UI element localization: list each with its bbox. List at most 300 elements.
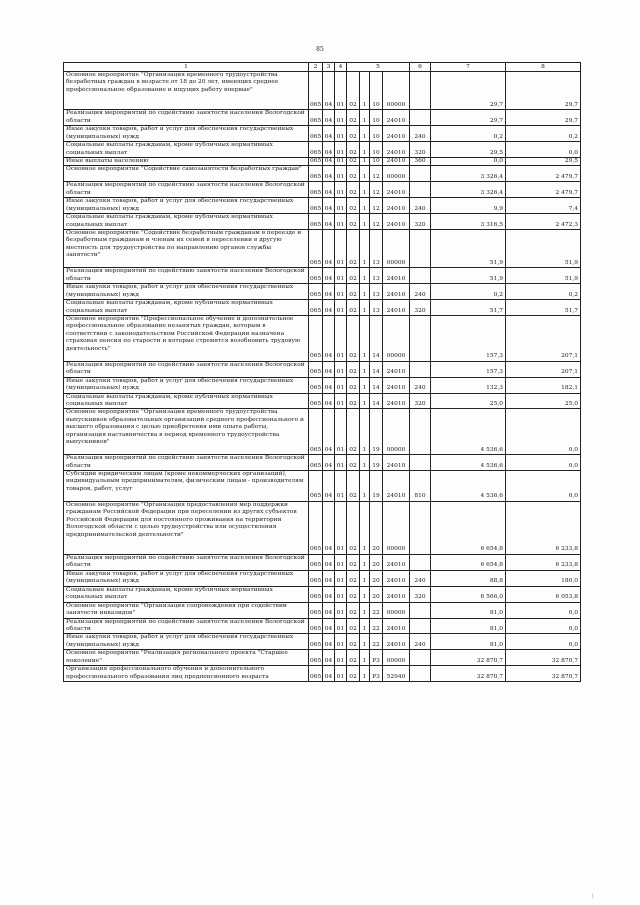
direction-code-cell: 24010	[383, 182, 410, 198]
expense-type-cell	[410, 361, 431, 377]
program-code-cell: 02	[347, 214, 360, 230]
table-row	[64, 602, 581, 618]
row-name-cell: Социальные выплаты гражданам, кроме публичных нормативных социальных выплат	[64, 300, 309, 316]
direction-code-cell: 00000	[383, 166, 410, 182]
ministry-code-cell: 065	[309, 182, 323, 198]
subsection-code-cell: 01	[335, 198, 347, 214]
expense-type-cell	[410, 666, 431, 682]
expense-type-cell: 320	[410, 300, 431, 316]
table-row	[64, 182, 581, 198]
event-code-cell: P3	[370, 666, 383, 682]
amount-year1-cell: 29,5	[431, 142, 506, 158]
event-code-cell: 20	[370, 586, 383, 602]
section-code-cell: 04	[323, 284, 335, 300]
amount-year2-cell: 0,0	[506, 602, 581, 618]
direction-code-cell: 00000	[383, 316, 410, 362]
ministry-code-cell: 065	[309, 377, 323, 393]
amount-year1-cell: 51,9	[431, 268, 506, 284]
direction-code-cell: 24010	[383, 268, 410, 284]
program-code-cell: 02	[347, 650, 360, 666]
program-code-cell: 02	[347, 284, 360, 300]
row-name-cell: Иные выплаты населению	[64, 157, 309, 165]
subsection-code-cell: 01	[335, 230, 347, 268]
section-code-cell: 04	[323, 602, 335, 618]
subprogram-code-cell: 1	[360, 284, 370, 300]
event-code-cell: 22	[370, 618, 383, 634]
event-code-cell: 19	[370, 409, 383, 455]
direction-code-cell: 00000	[383, 501, 410, 554]
header-cell: 1	[64, 63, 309, 72]
section-code-cell: 04	[323, 455, 335, 471]
event-code-cell: 20	[370, 570, 383, 586]
amount-year2-cell: 29,7	[506, 72, 581, 110]
header-cell: 8	[506, 63, 581, 72]
header-cell: 2	[309, 63, 323, 72]
row-name-cell: Основное мероприятие "Организация предоставления мер поддержки гражданам Российской Федерации при переселении из других субъектов Российской Федерации для постоянного проживания на территории Вологодской области с целью трудоустройства или осуществления предпринимательской деятельности"	[64, 501, 309, 554]
ministry-code-cell: 065	[309, 471, 323, 502]
ministry-code-cell: 065	[309, 393, 323, 409]
subsection-code-cell: 01	[335, 602, 347, 618]
amount-year1-cell: 25,0	[431, 393, 506, 409]
event-code-cell: 10	[370, 142, 383, 158]
event-code-cell: 12	[370, 166, 383, 182]
direction-code-cell: 24010	[383, 361, 410, 377]
program-code-cell: 02	[347, 230, 360, 268]
subsection-code-cell: 01	[335, 361, 347, 377]
event-code-cell: 10	[370, 110, 383, 126]
table-row	[64, 214, 581, 230]
subprogram-code-cell: 1	[360, 361, 370, 377]
direction-code-cell: 24010	[383, 586, 410, 602]
ministry-code-cell: 065	[309, 166, 323, 182]
section-code-cell: 04	[323, 650, 335, 666]
amount-year2-cell: 0,0	[506, 409, 581, 455]
amount-year1-cell: 9,9	[431, 198, 506, 214]
table-row	[64, 471, 581, 502]
table-row	[64, 126, 581, 142]
amount-year2-cell: 6 053,8	[506, 586, 581, 602]
ministry-code-cell: 065	[309, 268, 323, 284]
header-cell: 7	[431, 63, 506, 72]
direction-code-cell: 24010	[383, 300, 410, 316]
program-code-cell: 02	[347, 393, 360, 409]
scan-mark: |	[592, 893, 594, 899]
table-row	[64, 501, 581, 554]
table-row	[64, 455, 581, 471]
direction-code-cell: 00000	[383, 650, 410, 666]
subprogram-code-cell: 1	[360, 455, 370, 471]
row-name-cell: Реализация мероприятий по содействию занятости населения Вологодской области	[64, 618, 309, 634]
table-row	[64, 72, 581, 110]
program-code-cell: 02	[347, 455, 360, 471]
ministry-code-cell: 065	[309, 409, 323, 455]
subsection-code-cell: 01	[335, 586, 347, 602]
event-code-cell: 12	[370, 214, 383, 230]
row-name-cell: Основное мероприятие "Организация временного трудоустройства выпускников образовательных организаций среднего профессионального и высшего образования с целью приобретения ими опыта работы, организация наставничества в период временного трудоустройства выпускников"	[64, 409, 309, 455]
expense-type-cell: 240	[410, 284, 431, 300]
row-name-cell: Основное мероприятие "Организация временного трудоустройства безработных граждан в возрасте от 18 до 20 лет, имеющих среднее профессиональное образование и ищущих работу впервые"	[64, 72, 309, 110]
amount-year2-cell: 51,9	[506, 268, 581, 284]
table-row	[64, 554, 581, 570]
program-code-cell: 02	[347, 618, 360, 634]
ministry-code-cell: 065	[309, 634, 323, 650]
subsection-code-cell: 01	[335, 72, 347, 110]
row-name-cell: Иные закупки товаров, работ и услуг для обеспечения государственных (муниципальных) нужд	[64, 284, 309, 300]
row-name-cell: Социальные выплаты гражданам, кроме публичных нормативных социальных выплат	[64, 586, 309, 602]
expense-type-cell: 320	[410, 142, 431, 158]
table-row	[64, 377, 581, 393]
page-number: 85	[316, 46, 324, 53]
ministry-code-cell: 065	[309, 666, 323, 682]
amount-year2-cell: 2 479,7	[506, 182, 581, 198]
event-code-cell: 14	[370, 393, 383, 409]
table-row	[64, 268, 581, 284]
row-name-cell: Реализация мероприятий по содействию занятости населения Вологодской области	[64, 268, 309, 284]
program-code-cell: 02	[347, 634, 360, 650]
section-code-cell: 04	[323, 166, 335, 182]
table-row	[64, 142, 581, 158]
subprogram-code-cell: 1	[360, 316, 370, 362]
subprogram-code-cell: 1	[360, 666, 370, 682]
expense-type-cell	[410, 618, 431, 634]
table-row	[64, 110, 581, 126]
expense-type-cell	[410, 409, 431, 455]
amount-year1-cell: 51,7	[431, 300, 506, 316]
budget-table	[63, 62, 581, 682]
section-code-cell: 04	[323, 110, 335, 126]
section-code-cell: 04	[323, 316, 335, 362]
direction-code-cell: 24010	[383, 634, 410, 650]
event-code-cell: 13	[370, 284, 383, 300]
row-name-cell: Социальные выплаты гражданам, кроме публичных нормативных социальных выплат	[64, 393, 309, 409]
program-code-cell: 02	[347, 157, 360, 165]
amount-year1-cell: 51,9	[431, 230, 506, 268]
event-code-cell: 19	[370, 471, 383, 502]
subprogram-code-cell: 1	[360, 554, 370, 570]
program-code-cell: 02	[347, 268, 360, 284]
ministry-code-cell: 065	[309, 455, 323, 471]
program-code-cell: 02	[347, 666, 360, 682]
program-code-cell: 02	[347, 361, 360, 377]
ministry-code-cell: 065	[309, 110, 323, 126]
amount-year2-cell: 182,1	[506, 377, 581, 393]
subprogram-code-cell: 1	[360, 650, 370, 666]
section-code-cell: 04	[323, 586, 335, 602]
amount-year2-cell: 25,0	[506, 393, 581, 409]
event-code-cell: 22	[370, 634, 383, 650]
table-row	[64, 316, 581, 362]
section-code-cell: 04	[323, 142, 335, 158]
section-code-cell: 04	[323, 554, 335, 570]
amount-year2-cell: 6 233,8	[506, 554, 581, 570]
ministry-code-cell: 065	[309, 618, 323, 634]
subsection-code-cell: 01	[335, 126, 347, 142]
subprogram-code-cell: 1	[360, 409, 370, 455]
program-code-cell: 02	[347, 586, 360, 602]
amount-year2-cell: 2 479,7	[506, 166, 581, 182]
row-name-cell: Реализация мероприятий по содействию занятости населения Вологодской области	[64, 110, 309, 126]
ministry-code-cell: 065	[309, 300, 323, 316]
subprogram-code-cell: 1	[360, 230, 370, 268]
expense-type-cell: 320	[410, 393, 431, 409]
expense-type-cell	[410, 602, 431, 618]
table-row	[64, 650, 581, 666]
section-code-cell: 04	[323, 618, 335, 634]
subprogram-code-cell: 1	[360, 157, 370, 165]
program-code-cell: 02	[347, 198, 360, 214]
expense-type-cell	[410, 166, 431, 182]
row-name-cell: Иные закупки товаров, работ и услуг для обеспечения государственных (муниципальных) нужд	[64, 126, 309, 142]
header-cell: 4	[335, 63, 347, 72]
row-name-cell: Основное мероприятие "Содействие самозанятости безработных граждан"	[64, 166, 309, 182]
direction-code-cell: 24010	[383, 455, 410, 471]
expense-type-cell	[410, 650, 431, 666]
table-row	[64, 634, 581, 650]
ministry-code-cell: 065	[309, 586, 323, 602]
expense-type-cell	[410, 554, 431, 570]
section-code-cell: 04	[323, 214, 335, 230]
section-code-cell: 04	[323, 361, 335, 377]
amount-year1-cell: 0,0	[431, 157, 506, 165]
expense-type-cell	[410, 182, 431, 198]
amount-year1-cell: 29,7	[431, 72, 506, 110]
event-code-cell: 13	[370, 230, 383, 268]
expense-type-cell	[410, 455, 431, 471]
program-code-cell: 02	[347, 72, 360, 110]
table-row	[64, 300, 581, 316]
event-code-cell: 14	[370, 316, 383, 362]
program-code-cell: 02	[347, 300, 360, 316]
subsection-code-cell: 01	[335, 316, 347, 362]
expense-type-cell: 360	[410, 157, 431, 165]
program-code-cell: 02	[347, 126, 360, 142]
event-code-cell: 12	[370, 198, 383, 214]
expense-type-cell: 240	[410, 126, 431, 142]
amount-year1-cell: 157,3	[431, 361, 506, 377]
amount-year2-cell: 0,0	[506, 142, 581, 158]
ministry-code-cell: 065	[309, 126, 323, 142]
table-row	[64, 586, 581, 602]
amount-year1-cell: 32 870,7	[431, 650, 506, 666]
program-code-cell: 02	[347, 570, 360, 586]
subsection-code-cell: 01	[335, 570, 347, 586]
table-row	[64, 284, 581, 300]
event-code-cell: 19	[370, 455, 383, 471]
direction-code-cell: 00000	[383, 602, 410, 618]
program-code-cell: 02	[347, 316, 360, 362]
subprogram-code-cell: 1	[360, 377, 370, 393]
event-code-cell: 20	[370, 554, 383, 570]
section-code-cell: 04	[323, 634, 335, 650]
amount-year1-cell: 81,0	[431, 602, 506, 618]
program-code-cell: 02	[347, 166, 360, 182]
amount-year2-cell: 0,0	[506, 618, 581, 634]
expense-type-cell	[410, 316, 431, 362]
event-code-cell: 10	[370, 72, 383, 110]
header-cell: 3	[323, 63, 335, 72]
event-code-cell: 14	[370, 377, 383, 393]
section-code-cell: 04	[323, 126, 335, 142]
expense-type-cell	[410, 230, 431, 268]
direction-code-cell: 24010	[383, 214, 410, 230]
event-code-cell: 22	[370, 602, 383, 618]
ministry-code-cell: 065	[309, 570, 323, 586]
ministry-code-cell: 065	[309, 316, 323, 362]
table-row	[64, 157, 581, 165]
section-code-cell: 04	[323, 72, 335, 110]
direction-code-cell: 24010	[383, 471, 410, 502]
amount-year2-cell: 51,7	[506, 300, 581, 316]
ministry-code-cell: 065	[309, 501, 323, 554]
ministry-code-cell: 065	[309, 361, 323, 377]
table-row	[64, 166, 581, 182]
subsection-code-cell: 01	[335, 501, 347, 554]
amount-year2-cell: 2 472,3	[506, 214, 581, 230]
program-code-cell: 02	[347, 501, 360, 554]
row-name-cell: Субсидии юридическим лицам (кроме некоммерческих организаций), индивидуальным предпринимателям, физическим лицам - производителям товаров, работ, услуг	[64, 471, 309, 502]
expense-type-cell: 810	[410, 471, 431, 502]
direction-code-cell: 24010	[383, 142, 410, 158]
row-name-cell: Иные закупки товаров, работ и услуг для обеспечения государственных (муниципальных) нужд	[64, 634, 309, 650]
section-code-cell: 04	[323, 393, 335, 409]
event-code-cell: 10	[370, 126, 383, 142]
ministry-code-cell: 065	[309, 72, 323, 110]
row-name-cell: Реализация мероприятий по содействию занятости населения Вологодской области	[64, 455, 309, 471]
direction-code-cell: 24010	[383, 554, 410, 570]
subsection-code-cell: 01	[335, 110, 347, 126]
program-code-cell: 02	[347, 110, 360, 126]
subsection-code-cell: 01	[335, 455, 347, 471]
event-code-cell: 13	[370, 268, 383, 284]
ministry-code-cell: 065	[309, 198, 323, 214]
subprogram-code-cell: 1	[360, 182, 370, 198]
table-row	[64, 361, 581, 377]
amount-year2-cell: 180,0	[506, 570, 581, 586]
table-row	[64, 409, 581, 455]
expense-type-cell: 240	[410, 634, 431, 650]
direction-code-cell: 24010	[383, 110, 410, 126]
subsection-code-cell: 01	[335, 300, 347, 316]
amount-year1-cell: 0,2	[431, 284, 506, 300]
subsection-code-cell: 01	[335, 377, 347, 393]
section-code-cell: 04	[323, 268, 335, 284]
subprogram-code-cell: 1	[360, 586, 370, 602]
subprogram-code-cell: 1	[360, 72, 370, 110]
amount-year1-cell: 4 536,6	[431, 455, 506, 471]
ministry-code-cell: 065	[309, 230, 323, 268]
row-name-cell: Основное мероприятие "Организация сопровождения при содействии занятости инвалидов"	[64, 602, 309, 618]
subprogram-code-cell: 1	[360, 126, 370, 142]
amount-year2-cell: 0,0	[506, 634, 581, 650]
ministry-code-cell: 065	[309, 284, 323, 300]
program-code-cell: 02	[347, 602, 360, 618]
subprogram-code-cell: 1	[360, 214, 370, 230]
subprogram-code-cell: 1	[360, 501, 370, 554]
subsection-code-cell: 01	[335, 182, 347, 198]
subsection-code-cell: 01	[335, 666, 347, 682]
subprogram-code-cell: 1	[360, 634, 370, 650]
subsection-code-cell: 01	[335, 142, 347, 158]
amount-year1-cell: 132,3	[431, 377, 506, 393]
amount-year1-cell: 3 326,4	[431, 182, 506, 198]
row-name-cell: Реализация мероприятий по содействию занятости населения Вологодской области	[64, 361, 309, 377]
subsection-code-cell: 01	[335, 634, 347, 650]
amount-year1-cell: 4 536,6	[431, 471, 506, 502]
amount-year1-cell: 88,8	[431, 570, 506, 586]
program-code-cell: 02	[347, 409, 360, 455]
amount-year2-cell: 0,0	[506, 471, 581, 502]
ministry-code-cell: 065	[309, 142, 323, 158]
direction-code-cell: 24010	[383, 570, 410, 586]
subprogram-code-cell: 1	[360, 268, 370, 284]
expense-type-cell: 240	[410, 198, 431, 214]
direction-code-cell: 00000	[383, 230, 410, 268]
subsection-code-cell: 01	[335, 214, 347, 230]
row-name-cell: Иные закупки товаров, работ и услуг для обеспечения государственных (муниципальных) нужд	[64, 198, 309, 214]
direction-code-cell: 24010	[383, 284, 410, 300]
row-name-cell: Основное мероприятие "Реализация регионального проекта "Старшее поколение"	[64, 650, 309, 666]
section-code-cell: 04	[323, 182, 335, 198]
row-name-cell: Основное мероприятие "Содействие безработным гражданам в переезде и безработным гражданам и членам их семей в переселении в другую местность для трудоустройства по направлению органов службы занятости"	[64, 230, 309, 268]
expense-type-cell: 240	[410, 377, 431, 393]
amount-year1-cell: 3 316,5	[431, 214, 506, 230]
subprogram-code-cell: 1	[360, 110, 370, 126]
amount-year2-cell: 6 233,8	[506, 501, 581, 554]
table-row	[64, 618, 581, 634]
subprogram-code-cell: 1	[360, 393, 370, 409]
direction-code-cell: 00000	[383, 409, 410, 455]
event-code-cell: 12	[370, 182, 383, 198]
subprogram-code-cell: 1	[360, 471, 370, 502]
expense-type-cell	[410, 72, 431, 110]
row-name-cell: Реализация мероприятий по содействию занятости населения Вологодской области	[64, 554, 309, 570]
amount-year2-cell: 32 870,7	[506, 650, 581, 666]
expense-type-cell: 240	[410, 570, 431, 586]
direction-code-cell: 00000	[383, 72, 410, 110]
header-cell: 6	[410, 63, 431, 72]
table-row	[64, 570, 581, 586]
section-code-cell: 04	[323, 471, 335, 502]
table-header-row	[64, 63, 581, 72]
row-name-cell: Реализация мероприятий по содействию занятости населения Вологодской области	[64, 182, 309, 198]
subprogram-code-cell: 1	[360, 618, 370, 634]
expense-type-cell: 320	[410, 214, 431, 230]
section-code-cell: 04	[323, 501, 335, 554]
amount-year2-cell: 51,9	[506, 230, 581, 268]
program-code-cell: 02	[347, 142, 360, 158]
subsection-code-cell: 01	[335, 284, 347, 300]
row-name-cell: Иные закупки товаров, работ и услуг для обеспечения государственных (муниципальных) нужд	[64, 570, 309, 586]
amount-year1-cell: 3 326,4	[431, 166, 506, 182]
row-name-cell: Социальные выплаты гражданам, кроме публичных нормативных социальных выплат	[64, 142, 309, 158]
direction-code-cell: 24010	[383, 377, 410, 393]
subprogram-code-cell: 1	[360, 142, 370, 158]
direction-code-cell: 24010	[383, 157, 410, 165]
event-code-cell: 14	[370, 361, 383, 377]
ministry-code-cell: 065	[309, 554, 323, 570]
amount-year1-cell: 6 654,8	[431, 501, 506, 554]
amount-year1-cell: 6 654,8	[431, 554, 506, 570]
amount-year1-cell: 32 870,7	[431, 666, 506, 682]
program-code-cell: 02	[347, 471, 360, 502]
amount-year2-cell: 29,7	[506, 110, 581, 126]
header-cell: 5	[347, 63, 410, 72]
amount-year1-cell: 29,7	[431, 110, 506, 126]
section-code-cell: 04	[323, 377, 335, 393]
amount-year1-cell: 4 536,6	[431, 409, 506, 455]
amount-year2-cell: 207,1	[506, 361, 581, 377]
program-code-cell: 02	[347, 182, 360, 198]
